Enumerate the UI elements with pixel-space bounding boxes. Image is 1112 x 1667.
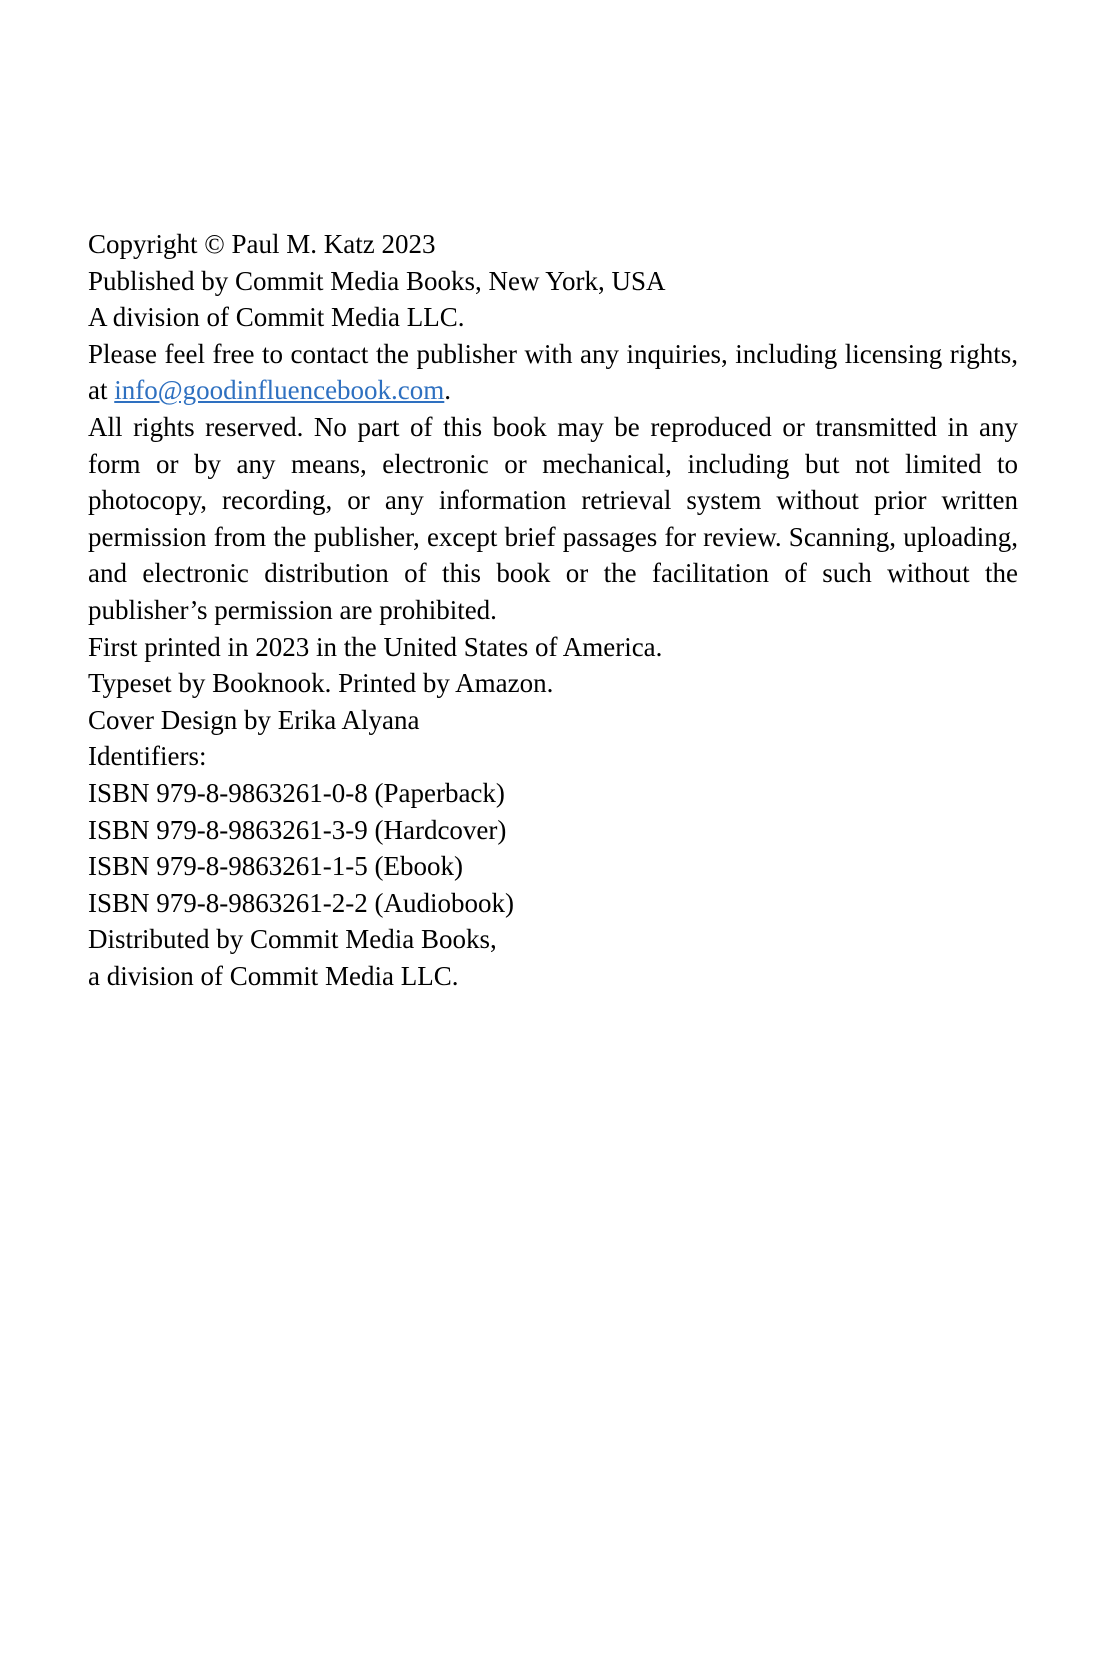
copyright-notice: Copyright © Paul M. Katz 2023 xyxy=(88,229,436,259)
publisher-info xyxy=(88,263,1018,336)
publisher-line-1: Published by Commit Media Books, New York, USA xyxy=(88,265,666,296)
isbn-hardcover: ISBN 979-8-9863261-3-9 (Hardcover) xyxy=(88,814,507,845)
contact-text: Please feel free to contact the publisher with any inquiries, including licensing rights, at xyxy=(88,338,1018,406)
distribution-line-2: a division of Commit Media LLC. xyxy=(88,960,459,991)
contact-text-end: . xyxy=(444,375,452,406)
isbn-ebook: ISBN 979-8-9863261-1-5 (Ebook) xyxy=(88,851,463,882)
publisher-email-link[interactable]: info@goodinfluencebook.com xyxy=(114,375,445,406)
printing-info xyxy=(88,629,1018,739)
distribution-info xyxy=(88,921,1018,994)
contact-paragraph xyxy=(88,336,1018,409)
publisher-line-2: A division of Commit Media LLC. xyxy=(88,302,465,333)
identifiers-heading: Identifiers: xyxy=(88,741,207,772)
printing-line-cover-design: Cover Design by Erika Alyana xyxy=(88,704,420,735)
isbn-audiobook: ISBN 979-8-9863261-2-2 (Audiobook) xyxy=(88,887,514,918)
rights-paragraph: All rights reserved. No part of this book may be reproduced or transmitted in any form or by any means, electronic or mechanical, including but not limited to photocopy, recording, or any information retrieval system without prior written permission from the publisher, except brief passages for review. Scanning, uploading, and electronic distribution of this book or the facilitation of such without the publisher’s permission are prohibited. xyxy=(88,411,1018,625)
distribution-line-1: Distributed by Commit Media Books, xyxy=(88,924,497,955)
isbn-paperback: ISBN 979-8-9863261-0-8 (Paperback) xyxy=(88,777,505,808)
printing-line-first-printed: First printed in 2023 in the United States of America. xyxy=(88,631,663,662)
identifiers-block xyxy=(88,738,1018,921)
printing-line-typeset: Typeset by Booknook. Printed by Amazon. xyxy=(88,668,554,699)
